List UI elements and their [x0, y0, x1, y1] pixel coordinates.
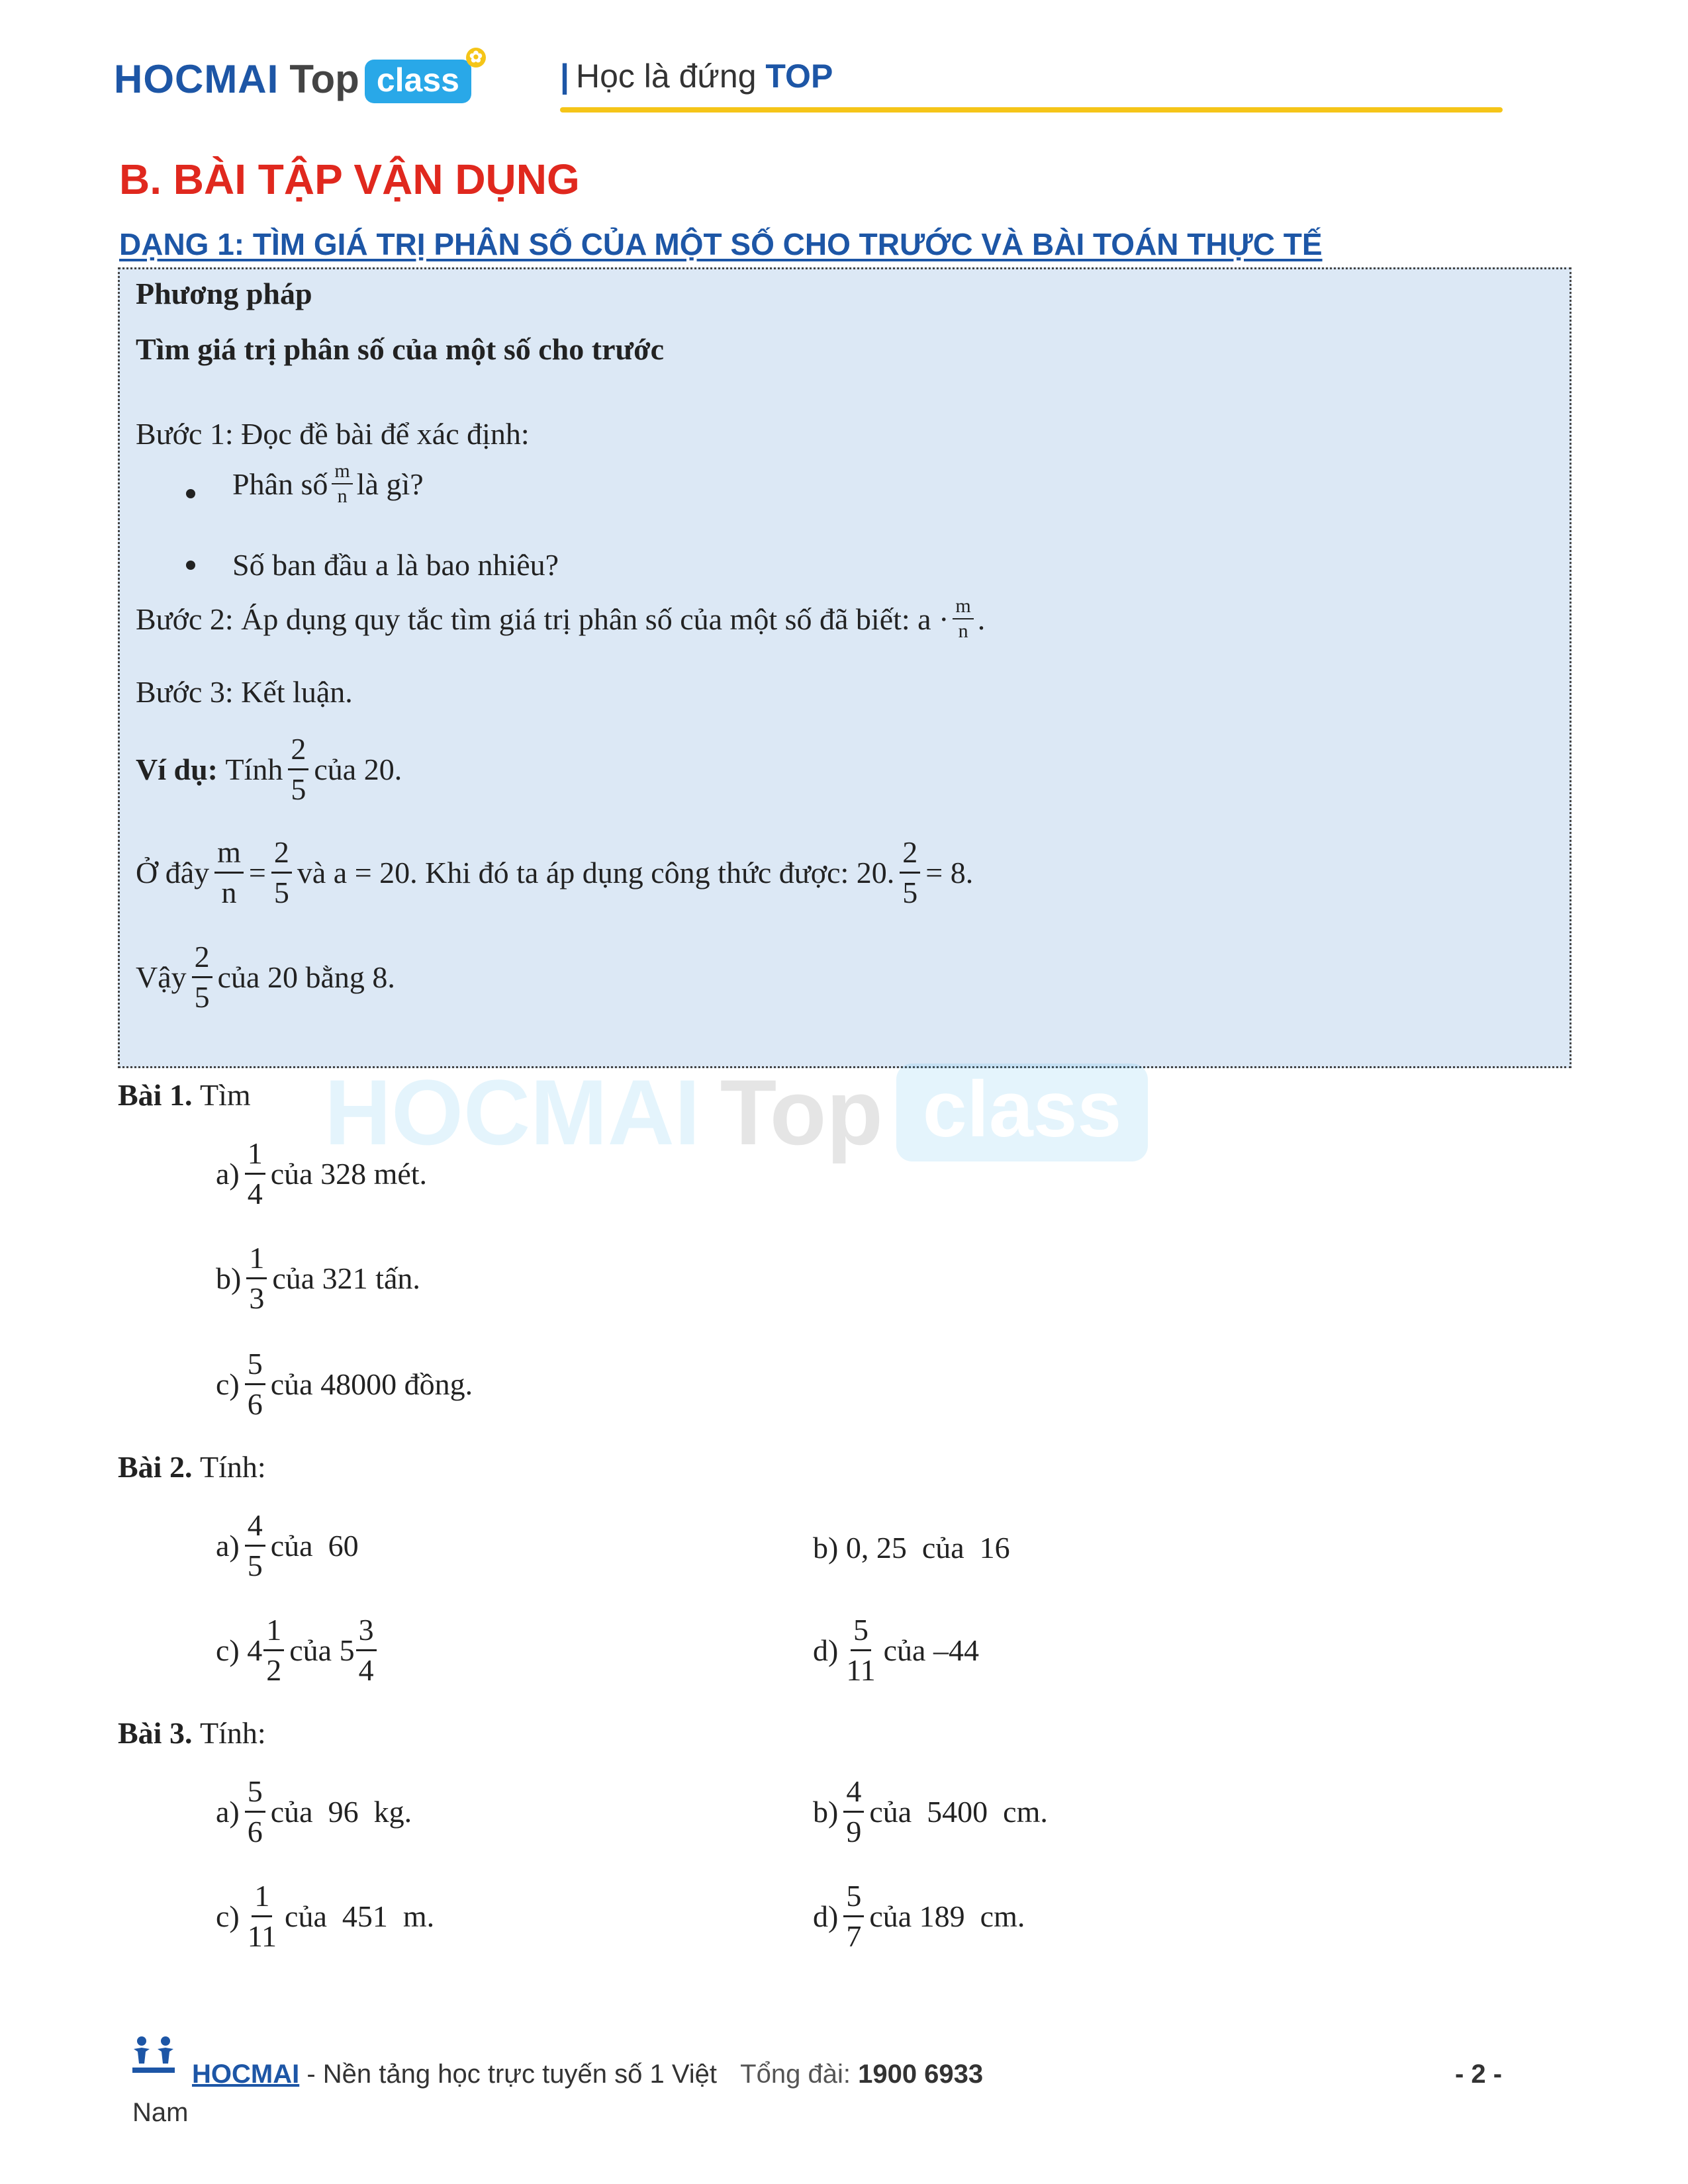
fraction-2-5: $\frac{2}{5}$	[271, 837, 292, 908]
item-text: của 321 tấn.	[272, 1261, 420, 1295]
bullet-icon	[186, 561, 195, 570]
footer-text	[192, 2060, 983, 2089]
frac-den: 11	[846, 1653, 876, 1687]
method-box	[118, 267, 1571, 1068]
hocmai-people-icon	[130, 2034, 177, 2075]
watermark-logo	[324, 1059, 1148, 1166]
tagline-bar-icon: |	[560, 58, 569, 95]
frac-num: 1	[263, 1615, 284, 1651]
frac-den: 6	[247, 1815, 263, 1848]
fraction	[245, 1349, 265, 1420]
hotline-number: 1900 6933	[858, 2060, 984, 2089]
fraction	[843, 1776, 864, 1847]
here-line: Ở đây $\frac{m}{n}$ = $\frac{2}{5}$ và a = 20. Khi đó ta áp dụng công thức được: 20. $\frac{2}{5}$ = 8 .	[136, 835, 974, 909]
bai1-item-b	[216, 1243, 420, 1314]
fraction	[263, 1615, 284, 1686]
item-text: của 451 m.	[285, 1899, 435, 1933]
footer-brand-link[interactable]: HOCMAI	[192, 2060, 300, 2089]
frac-num: 4	[843, 1776, 864, 1813]
logo-class-badge	[365, 48, 483, 103]
frac-den: 4	[247, 1177, 263, 1210]
footer-hotline	[740, 2060, 983, 2089]
bai3-prompt: Tính:	[199, 1716, 266, 1750]
bai1-heading	[118, 1077, 251, 1113]
bai2-title: Bài 2.	[118, 1450, 193, 1484]
fraction	[843, 1881, 864, 1952]
bullet-2: Số ban đầu a là bao nhiêu?	[232, 548, 559, 582]
bai3-item-d	[813, 1881, 1025, 1952]
bai2-item-d	[813, 1615, 979, 1686]
frac-num: m	[214, 837, 244, 874]
method-heading: Phương pháp	[136, 277, 312, 310]
item-text: của 189 cm.	[869, 1899, 1025, 1933]
so-pre: Vậy	[136, 960, 187, 994]
frac-num: 1	[245, 1138, 265, 1175]
item-text: của 5400 cm.	[869, 1795, 1048, 1829]
bai2-heading	[118, 1449, 266, 1484]
step2-text: Bước 2: Áp dụng quy tắc tìm giá trị phân số của một số đã biết: a ·	[136, 602, 949, 636]
fraction	[246, 1243, 267, 1314]
item-text: của 96 kg.	[270, 1795, 412, 1829]
frac-den: 5	[247, 1549, 263, 1582]
bai1-item-a	[216, 1138, 427, 1209]
watermark-top: Top	[720, 1060, 883, 1164]
item-label: b)	[216, 1261, 242, 1295]
frac-den: 11	[247, 1919, 277, 1953]
frac-den: 3	[249, 1281, 265, 1315]
hotline-label: Tổng đài:	[740, 2060, 851, 2089]
fraction-2-5: $\frac{2}{5}$	[900, 837, 920, 908]
bullet-icon	[186, 489, 195, 498]
item-label: a)	[216, 1157, 240, 1191]
logo-class-text: class	[376, 62, 459, 99]
frac-num: m	[332, 461, 352, 484]
fraction-m-n	[214, 837, 244, 908]
step-1: Bước 1: Đọc đề bài để xác định:	[136, 417, 530, 451]
bullet1-post: là gì?	[356, 467, 424, 501]
frac-num: 1	[252, 1881, 272, 1917]
frac-num: 3	[356, 1615, 377, 1651]
item-label: c)	[216, 1899, 240, 1933]
item-text: của 60	[270, 1529, 359, 1563]
bai3-item-c	[216, 1881, 434, 1952]
fraction-m-n	[953, 596, 973, 641]
item-text: của –44	[883, 1633, 979, 1667]
frac-den: n	[337, 485, 348, 507]
frac-den: 9	[846, 1815, 862, 1848]
bai1-prompt: Tìm	[199, 1078, 251, 1112]
fraction	[245, 1881, 279, 1952]
bai3-item-b	[813, 1776, 1048, 1847]
item-label: b)	[813, 1531, 839, 1565]
frac-num: 4	[245, 1510, 265, 1547]
footer-continuation: Nam	[132, 2098, 189, 2127]
item-label: a)	[216, 1795, 240, 1829]
item-text: 0, 25 của 16	[845, 1531, 1010, 1565]
fraction	[245, 1138, 265, 1209]
tagline-prefix: Học là đứng	[576, 58, 757, 95]
example-post: của 20.	[314, 752, 402, 786]
frac-den: 2	[266, 1653, 282, 1687]
here-mid: và a = 20. Khi đó ta áp dụng công thức được:	[297, 856, 849, 889]
so-post: của 20 bằng 8.	[217, 960, 395, 994]
bai1-title: Bài 1.	[118, 1078, 193, 1112]
fraction	[245, 1776, 265, 1847]
frac-den: 6	[247, 1387, 263, 1421]
method-subheading: Tìm giá trị phân số của một số cho trước	[136, 332, 664, 366]
step-2: Bước 2: Áp dụng quy tắc tìm giá trị phân số của một số đã biết: a · $\frac{m}{n}$ .	[136, 595, 986, 642]
item-label: c)	[216, 1633, 240, 1667]
bai2-prompt: Tính:	[199, 1450, 266, 1484]
bullet-fraction-item	[232, 461, 424, 506]
watermark-hocmai: HOCMAI	[324, 1060, 700, 1164]
item-label: a)	[216, 1529, 240, 1563]
item-text: của 48000 đồng.	[270, 1367, 473, 1401]
frac-den: 4	[358, 1653, 374, 1687]
frac-num: 5	[245, 1776, 265, 1813]
frac-den: n	[958, 620, 968, 642]
star-icon: ✿	[466, 48, 486, 68]
fraction	[245, 1510, 265, 1581]
item-text: của 328 mét.	[270, 1157, 428, 1191]
frac-num: 5	[843, 1881, 864, 1917]
hocmai-topclass-logo	[114, 42, 483, 115]
bai3-item-a	[216, 1776, 412, 1847]
frac-num: 5	[245, 1349, 265, 1385]
fraction	[843, 1615, 878, 1686]
fraction-2-5: $\frac{2}{5}$	[288, 734, 308, 805]
bai3-heading	[118, 1715, 266, 1751]
tagline-emphasis: TOP	[765, 58, 833, 95]
mixed-number	[247, 1615, 289, 1686]
watermark-class: class	[896, 1064, 1148, 1161]
footer-description: - Nền tảng học trực tuyến số 1 Việt	[299, 2060, 718, 2089]
mixed-whole: 4	[247, 1633, 263, 1667]
bai2-item-b	[813, 1530, 1010, 1565]
page-number-text: - 2 -	[1455, 2060, 1503, 2089]
fraction-2-5: $\frac{2}{5}$	[192, 942, 212, 1013]
logo-hocmai-text: HOCMAI	[114, 56, 279, 101]
section-title: B. BÀI TẬP VẬN DỤNG	[119, 156, 580, 203]
example-label: Ví dụ:	[136, 752, 218, 786]
page-number	[1455, 2060, 1502, 2089]
dang-title: DẠNG 1: TÌM GIÁ TRỊ PHÂN SỐ CỦA MỘT SỐ CHO TRƯỚC VÀ BÀI TOÁN THỰC TẾ	[119, 227, 1323, 261]
item-label: c)	[216, 1367, 240, 1401]
fraction	[356, 1615, 377, 1686]
bai3-title: Bài 3.	[118, 1716, 193, 1750]
example-pre: Tính	[225, 752, 283, 786]
tagline	[560, 57, 833, 95]
example-line	[136, 734, 402, 805]
logo-top-text: Top	[289, 56, 359, 101]
header-divider	[560, 107, 1503, 113]
here-result: = 8	[925, 856, 966, 889]
conclusion-line	[136, 942, 395, 1013]
frac-den: n	[221, 876, 237, 909]
bai2-item-a	[216, 1510, 359, 1581]
bai2-item-c	[216, 1615, 382, 1686]
frac-num: 5	[851, 1615, 871, 1651]
here-pre: Ở đây	[136, 856, 210, 889]
bai1-item-c	[216, 1349, 473, 1420]
frac-num: 1	[246, 1243, 267, 1279]
mixed-number	[340, 1615, 382, 1686]
bullet1-pre: Phân số	[232, 467, 328, 501]
item-label: d)	[813, 1633, 839, 1667]
frac-den: 7	[846, 1919, 862, 1953]
fraction-m-n	[332, 461, 352, 506]
frac-num: m	[953, 596, 973, 619]
item-label: d)	[813, 1899, 839, 1933]
item-label: b)	[813, 1795, 839, 1829]
here-20: 20.	[856, 856, 895, 889]
mixed-whole: 5	[339, 1633, 355, 1667]
item-text: của	[289, 1633, 332, 1667]
step-3: Bước 3: Kết luận.	[136, 675, 353, 709]
